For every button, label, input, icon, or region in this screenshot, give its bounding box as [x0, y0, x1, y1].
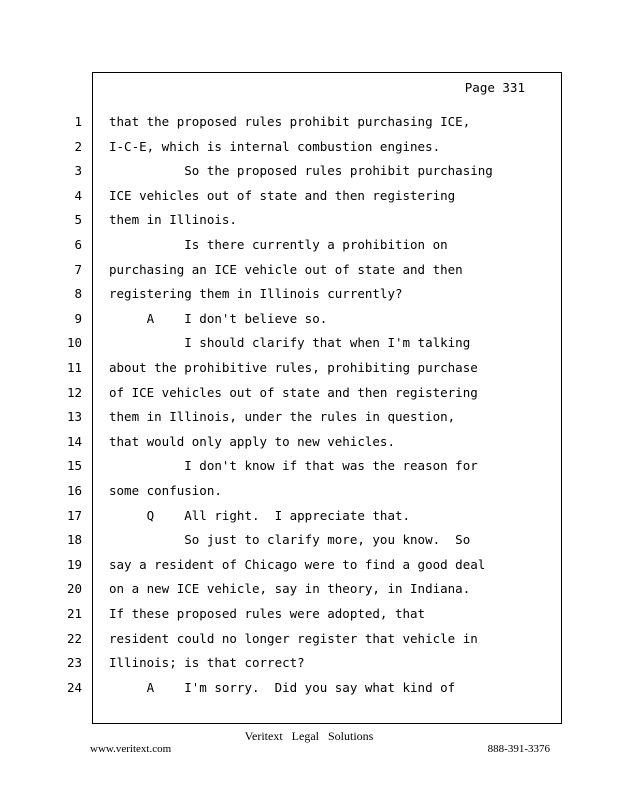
- page-number: Page 331: [464, 80, 525, 95]
- line-number: 3: [74, 163, 82, 179]
- line-text: some confusion.: [109, 483, 222, 498]
- line-text: them in Illinois.: [109, 212, 237, 228]
- line-number: 23: [66, 655, 82, 671]
- line-text: Illinois; is that correct?: [109, 655, 305, 671]
- transcript-line: [0, 581, 618, 601]
- line-text: on a new ICE vehicle, say in theory, in Indiana.: [109, 581, 471, 597]
- line-number: 21: [66, 606, 82, 621]
- line-text: I don't know if that was the reason for: [109, 458, 478, 474]
- line-text: A I don't believe so.: [109, 310, 328, 326]
- line-text: resident could no longer register that vehicle in: [109, 630, 478, 646]
- transcript-line: [0, 655, 618, 675]
- line-number: 12: [66, 384, 82, 400]
- transcript-line: [0, 237, 618, 257]
- line-text: them in Illinois, under the rules in question,: [109, 409, 456, 425]
- transcript-line: [0, 114, 618, 134]
- footer-phone: 888-391-3376: [487, 743, 550, 755]
- transcript-line: [0, 631, 618, 651]
- line-text: If these proposed rules were adopted, that: [109, 606, 426, 621]
- line-number: 9: [74, 310, 82, 326]
- line-number: 17: [66, 507, 82, 523]
- transcript-line: [0, 139, 618, 159]
- line-number: 13: [66, 409, 82, 425]
- transcript-line: [0, 409, 618, 429]
- line-text: ICE vehicles out of state and then registering: [109, 187, 456, 203]
- transcript-line: [0, 311, 618, 331]
- line-text: say a resident of Chicago were to find a good deal: [109, 556, 486, 572]
- line-number: 15: [66, 458, 82, 474]
- line-text: I-C-E, which is internal combustion engines.: [109, 138, 441, 154]
- line-text: I should clarify that when I'm talking: [109, 335, 471, 351]
- line-text: Q All right. I appreciate that.: [109, 507, 411, 523]
- line-text: that the proposed rules prohibit purchasing ICE,: [109, 114, 471, 129]
- transcript-line: [0, 680, 618, 700]
- line-number: 22: [66, 630, 82, 646]
- transcript-line: [0, 188, 618, 208]
- line-number: 7: [74, 261, 82, 277]
- line-text: A I'm sorry. Did you say what kind of: [109, 679, 456, 695]
- transcript-line: [0, 606, 618, 626]
- line-number: 18: [66, 532, 82, 548]
- transcript-line: [0, 360, 618, 380]
- line-text: registering them in Illinois currently?: [109, 286, 403, 302]
- transcript-line: [0, 286, 618, 306]
- line-text: So just to clarify more, you know. So: [109, 532, 471, 548]
- transcript-line: [0, 385, 618, 405]
- line-text: Is there currently a prohibition on: [109, 237, 448, 252]
- footer-website: www.veritext.com: [90, 743, 172, 755]
- line-text: purchasing an ICE vehicle out of state and then: [109, 261, 463, 277]
- line-number: 10: [66, 335, 82, 351]
- line-number: 11: [66, 360, 82, 375]
- transcript-line: [0, 483, 618, 503]
- transcript-line: [0, 557, 618, 577]
- line-number: 6: [74, 237, 82, 252]
- line-number: 20: [66, 581, 82, 597]
- line-text: of ICE vehicles out of state and then registering: [109, 384, 478, 400]
- transcript-line: [0, 458, 618, 478]
- line-number: 2: [74, 138, 82, 154]
- line-number: 24: [66, 679, 82, 695]
- transcript-line: [0, 262, 618, 282]
- transcript-line: [0, 335, 618, 355]
- transcript-line: [0, 532, 618, 552]
- line-number: 16: [66, 483, 82, 498]
- transcript-line: [0, 212, 618, 232]
- line-text: So the proposed rules prohibit purchasing: [109, 163, 493, 179]
- line-number: 8: [74, 286, 82, 302]
- line-text: about the prohibitive rules, prohibiting purchase: [109, 360, 478, 375]
- transcript-line: [0, 508, 618, 528]
- transcript-line: [0, 163, 618, 183]
- line-text: that would only apply to new vehicles.: [109, 433, 395, 449]
- line-number: 14: [66, 433, 82, 449]
- line-number: 1: [74, 114, 82, 129]
- line-number: 5: [74, 212, 82, 228]
- transcript-line: [0, 434, 618, 454]
- line-number: 4: [74, 187, 82, 203]
- line-number: 19: [66, 556, 82, 572]
- footer-company: Veritext Legal Solutions: [244, 729, 374, 743]
